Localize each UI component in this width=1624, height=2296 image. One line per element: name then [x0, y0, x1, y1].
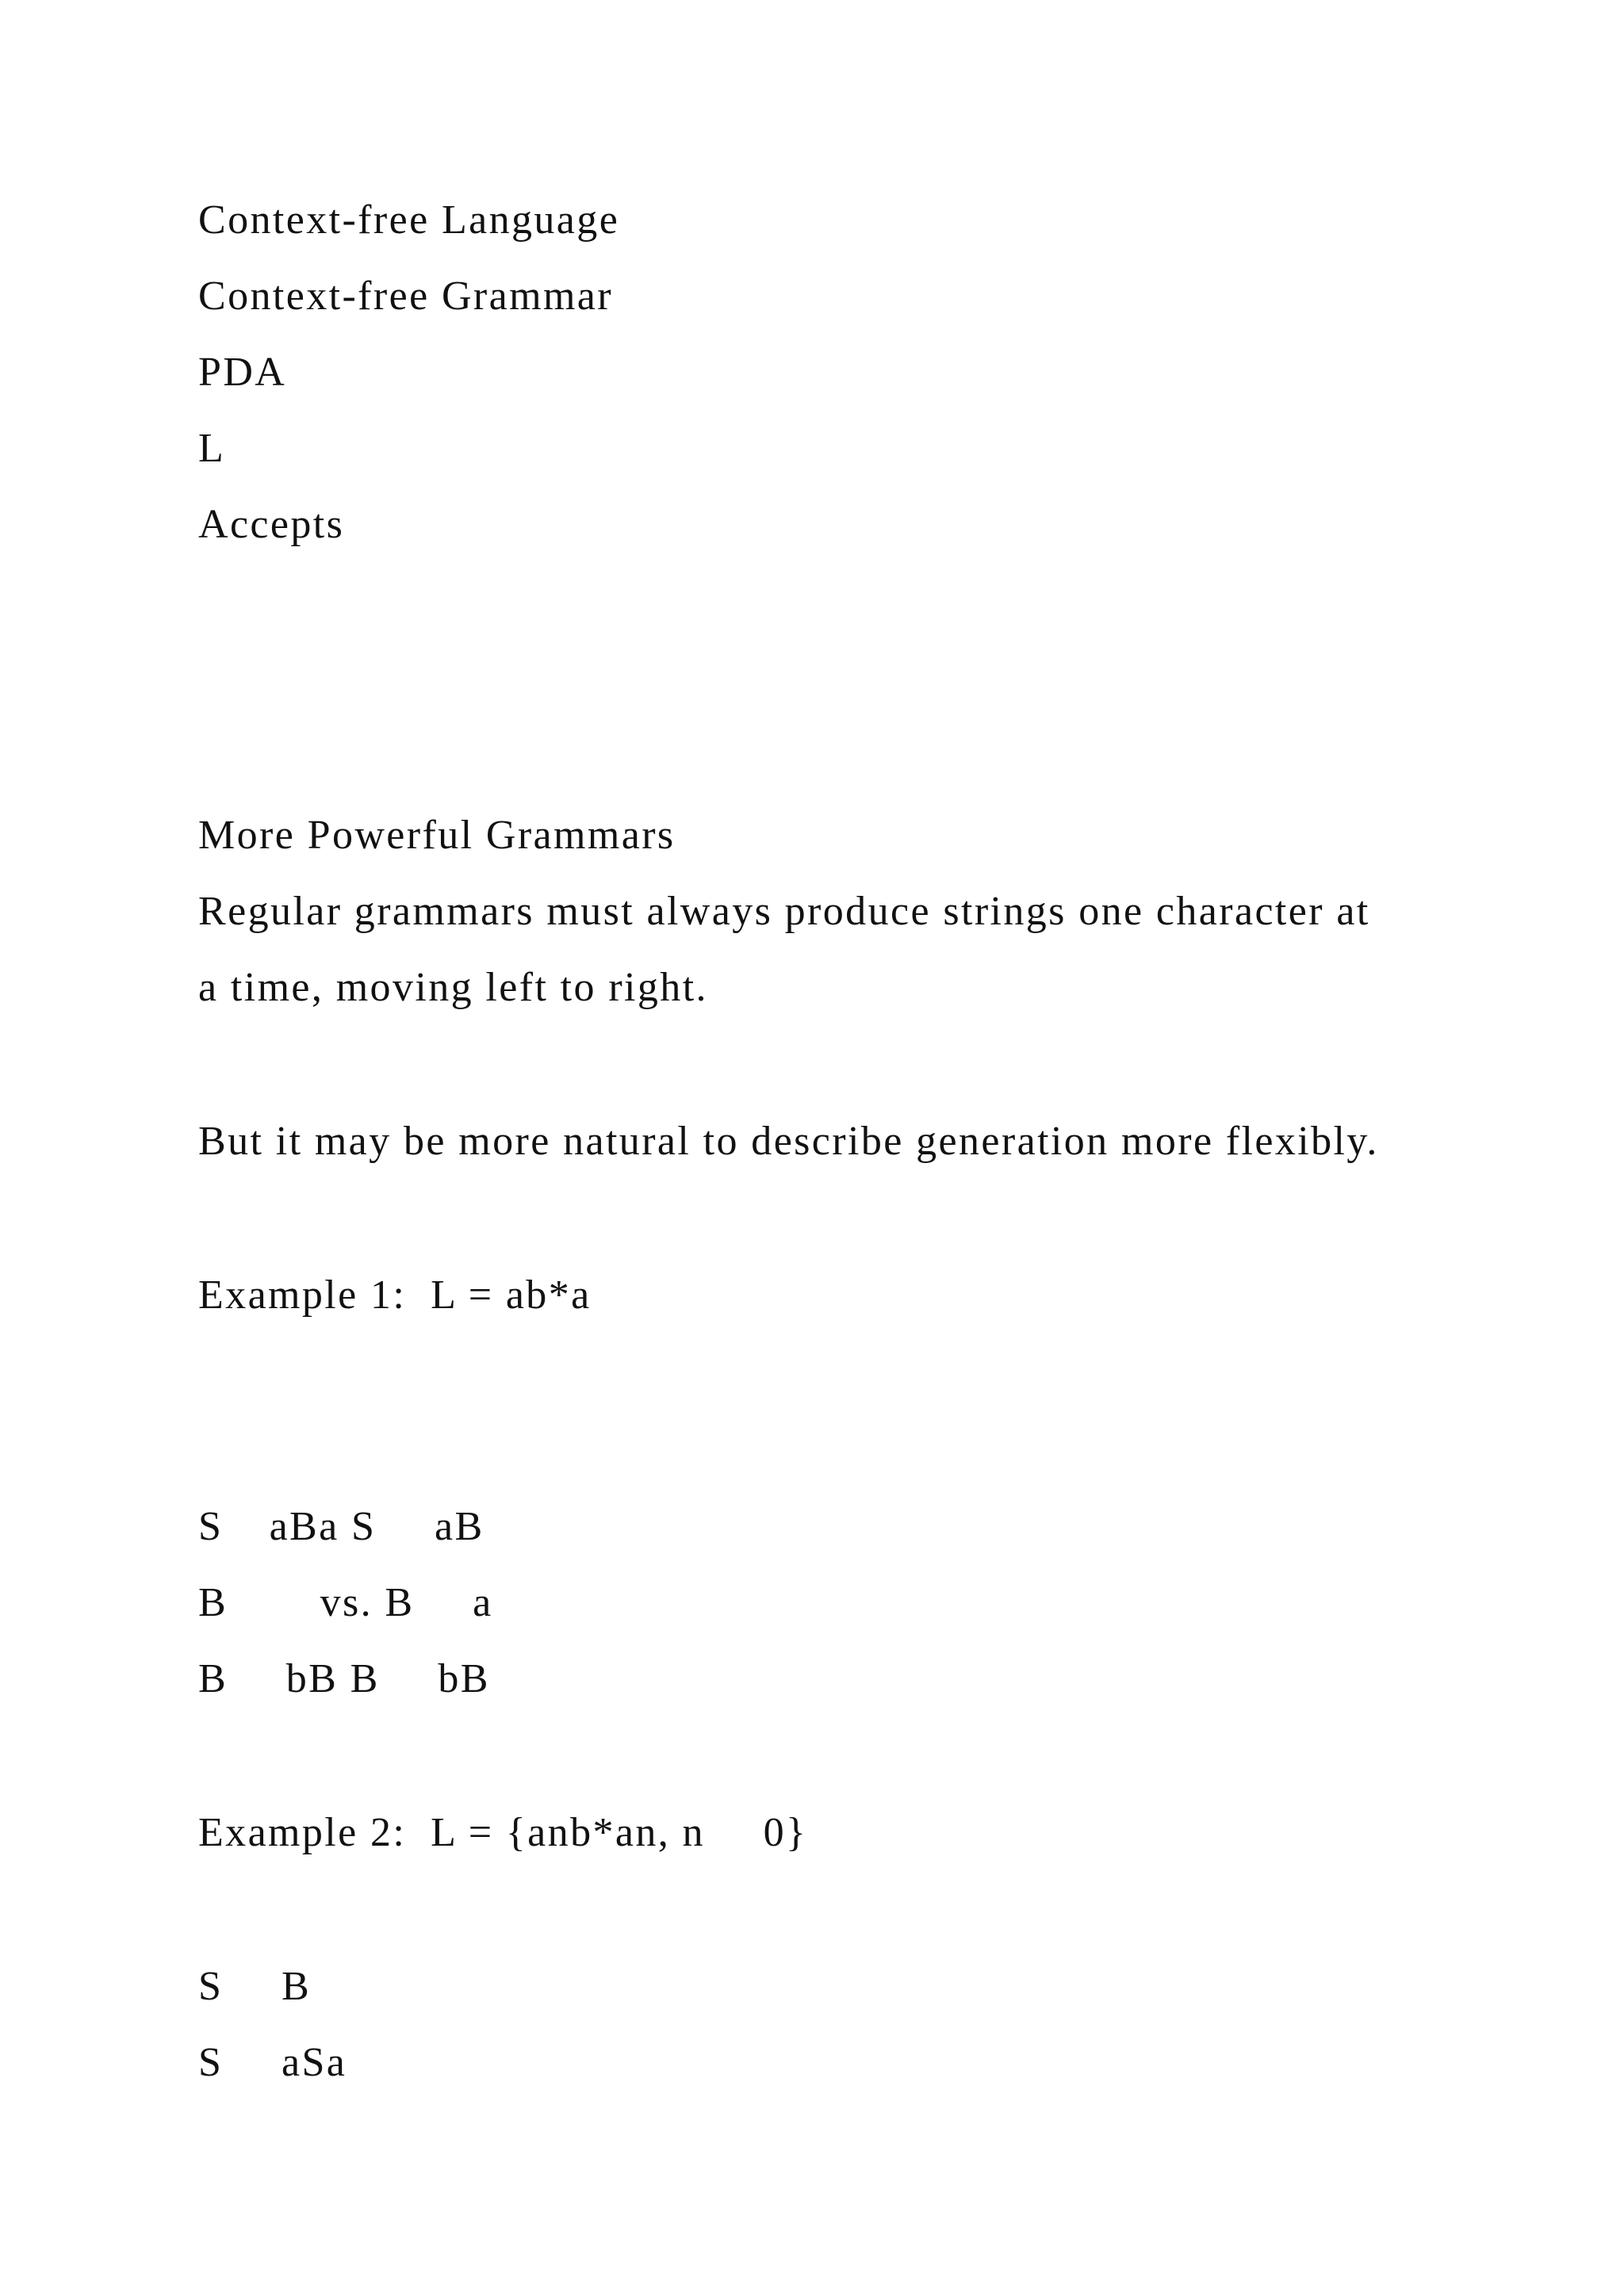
term-l: L: [198, 426, 226, 471]
example-1-rule-3: B bB B bB: [198, 1656, 446, 1701]
section-title: More Powerful Grammars: [198, 813, 676, 858]
example-1-rule-2: B vs. B a: [198, 1580, 428, 1625]
term-pda: PDA: [198, 350, 287, 395]
example-2-heading: Example 2: L = {anb*an, n 0}: [198, 1810, 786, 1855]
example-2-rule-2: S aSa: [198, 2040, 325, 2085]
term-accepts: Accepts: [198, 502, 345, 547]
example-2-rule-1: S B: [198, 1964, 289, 2009]
example-1-rule-1: S aBa S aB: [198, 1504, 441, 1549]
example-1-heading: Example 1: L = ab*a: [198, 1272, 592, 1318]
paragraph-line-2: a time, moving left to right.: [198, 965, 708, 1010]
paragraph-line-1: Regular grammars must always produce strings one character at: [198, 889, 1370, 934]
term-context-free-language: Context-free Language: [198, 197, 620, 243]
term-context-free-grammar: Context-free Grammar: [198, 274, 614, 319]
paragraph-2: But it may be more natural to describe generation more flexibly.: [198, 1119, 1379, 1164]
